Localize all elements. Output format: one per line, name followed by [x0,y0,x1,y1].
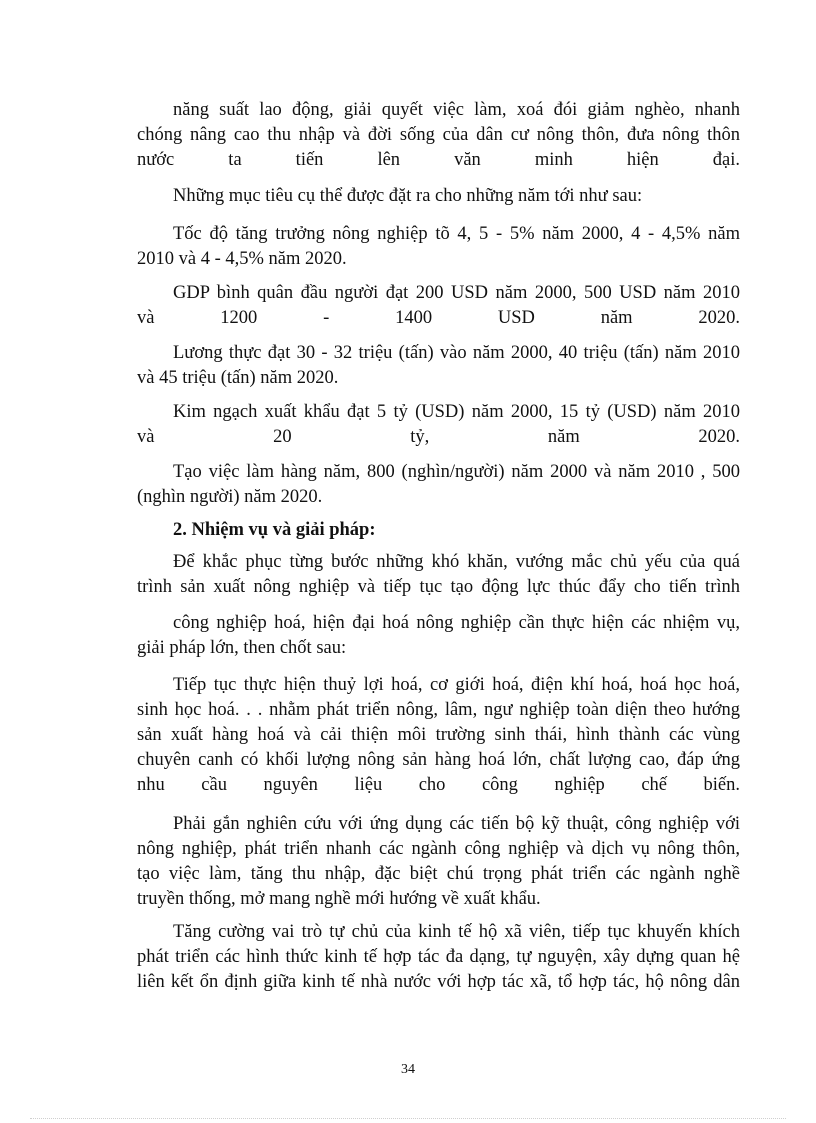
text-line: Tạo việc làm hàng năm, 800 (nghìn/người) năm 2000 và năm 2010 , 500 [173,462,740,482]
text-line: Tiếp tục thực hiện thuỷ lợi hoá, cơ giới hoá, điện khí hoá, hoá học hoá, [173,675,740,695]
text-line: truyền thống, mở mang nghề mới hướng về xuất khẩu. [137,889,541,909]
text-line: Tăng cường vai trò tự chủ của kinh tế hộ xã viên, tiếp tục khuyến khích [173,922,740,942]
text-line: GDP bình quân đầu người đạt 200 USD năm 2000, 500 USD năm 2010 [173,283,740,303]
paragraph-growth-rate [137,222,740,272]
text-line: Tốc độ tăng trưởng nông nghiệp tõ 4, 5 - 5% năm 2000, 4 - 4,5% năm [173,224,740,244]
text-line: và 20 tỷ, năm 2020. [137,427,740,447]
text-line: và 1200 - 1400 USD năm 2020. [137,308,740,328]
text-line: nhu cầu nguyên liệu cho công nghiệp chế biến. [137,775,740,795]
text-line: liên kết ổn định giữa kinh tế nhà nước với hợp tác xã, tổ hợp tác, hộ nông dân [137,972,740,992]
paragraph-research [137,812,740,912]
text-line: và 45 triệu (tấn) năm 2020. [137,368,339,388]
text-line: năng suất lao động, giải quyết việc làm, xoá đói giảm nghèo, nhanh [173,100,740,120]
page-bottom-divider [30,1118,786,1119]
text-line: trình sản xuất nông nghiệp và tiếp tục tạo động lực thúc đẩy cho tiến trình [137,577,740,597]
paragraph-tasks-intro [137,550,740,600]
paragraph-gdp [137,281,740,331]
text-line: nông nghiệp, phát triển nhanh các ngành công nghiệp và dịch vụ nông thôn, [137,839,740,859]
text-line: giải pháp lớn, then chốt sau: [137,638,347,658]
text-line: (nghìn người) năm 2020. [137,487,323,507]
text-line: Kim ngạch xuất khẩu đạt 5 tỷ (USD) năm 2000, 15 tỷ (USD) năm 2010 [173,402,740,422]
text-line: Lương thực đạt 30 - 32 triệu (tấn) vào năm 2000, 40 triệu (tấn) năm 2010 [173,343,740,363]
text-line: sinh học hoá. . . nhằm phát triển nông, lâm, ngư nghiệp toàn diện theo hướng [137,700,740,720]
text-line: chóng nâng cao thu nhập và đời sống của dân cư nông thôn, đưa nông thôn [137,125,740,145]
paragraph-modernization [137,673,740,798]
paragraph-exports [137,400,740,450]
paragraph-tasks-continued [137,611,740,661]
paragraph-household-economy [137,920,740,995]
section-heading [137,518,740,543]
text-line: Để khắc phục từng bước những khó khăn, vướng mắc chủ yếu của quá [173,552,740,572]
page-number: 34 [401,1062,415,1077]
paragraph-targets-intro [137,184,740,209]
paragraph-food-output [137,341,740,391]
paragraph-jobs [137,460,740,510]
paragraph-goals-intro [137,98,740,173]
text-line: tạo việc làm, tăng thu nhập, đặc biệt chú trọng phát triển các ngành nghề [137,864,740,884]
text-line: Phải gắn nghiên cứu với ứng dụng các tiến bộ kỹ thuật, công nghiệp với [173,814,740,834]
text-line: phát triển các hình thức kinh tế hợp tác đa dạng, tự nguyện, xây dựng quan hệ [137,947,740,967]
text-line: sản xuất hàng hoá và cải thiện môi trường sinh thái, hình thành các vùng [137,725,740,745]
text-line: chuyên canh có khối lượng nông sản hàng hoá lớn, chất lượng cao, đáp ứng [137,750,740,770]
text-line: công nghiệp hoá, hiện đại hoá nông nghiệp cần thực hiện các nhiệm vụ, [173,613,740,633]
text-line: nước ta tiến lên văn minh hiện đại. [137,150,740,170]
text-line: Những mục tiêu cụ thể được đặt ra cho những năm tới như sau: [173,186,643,206]
heading-tasks-solutions: 2. Nhiệm vụ và giải pháp: [173,520,376,540]
text-line: 2010 và 4 - 4,5% năm 2020. [137,249,347,269]
